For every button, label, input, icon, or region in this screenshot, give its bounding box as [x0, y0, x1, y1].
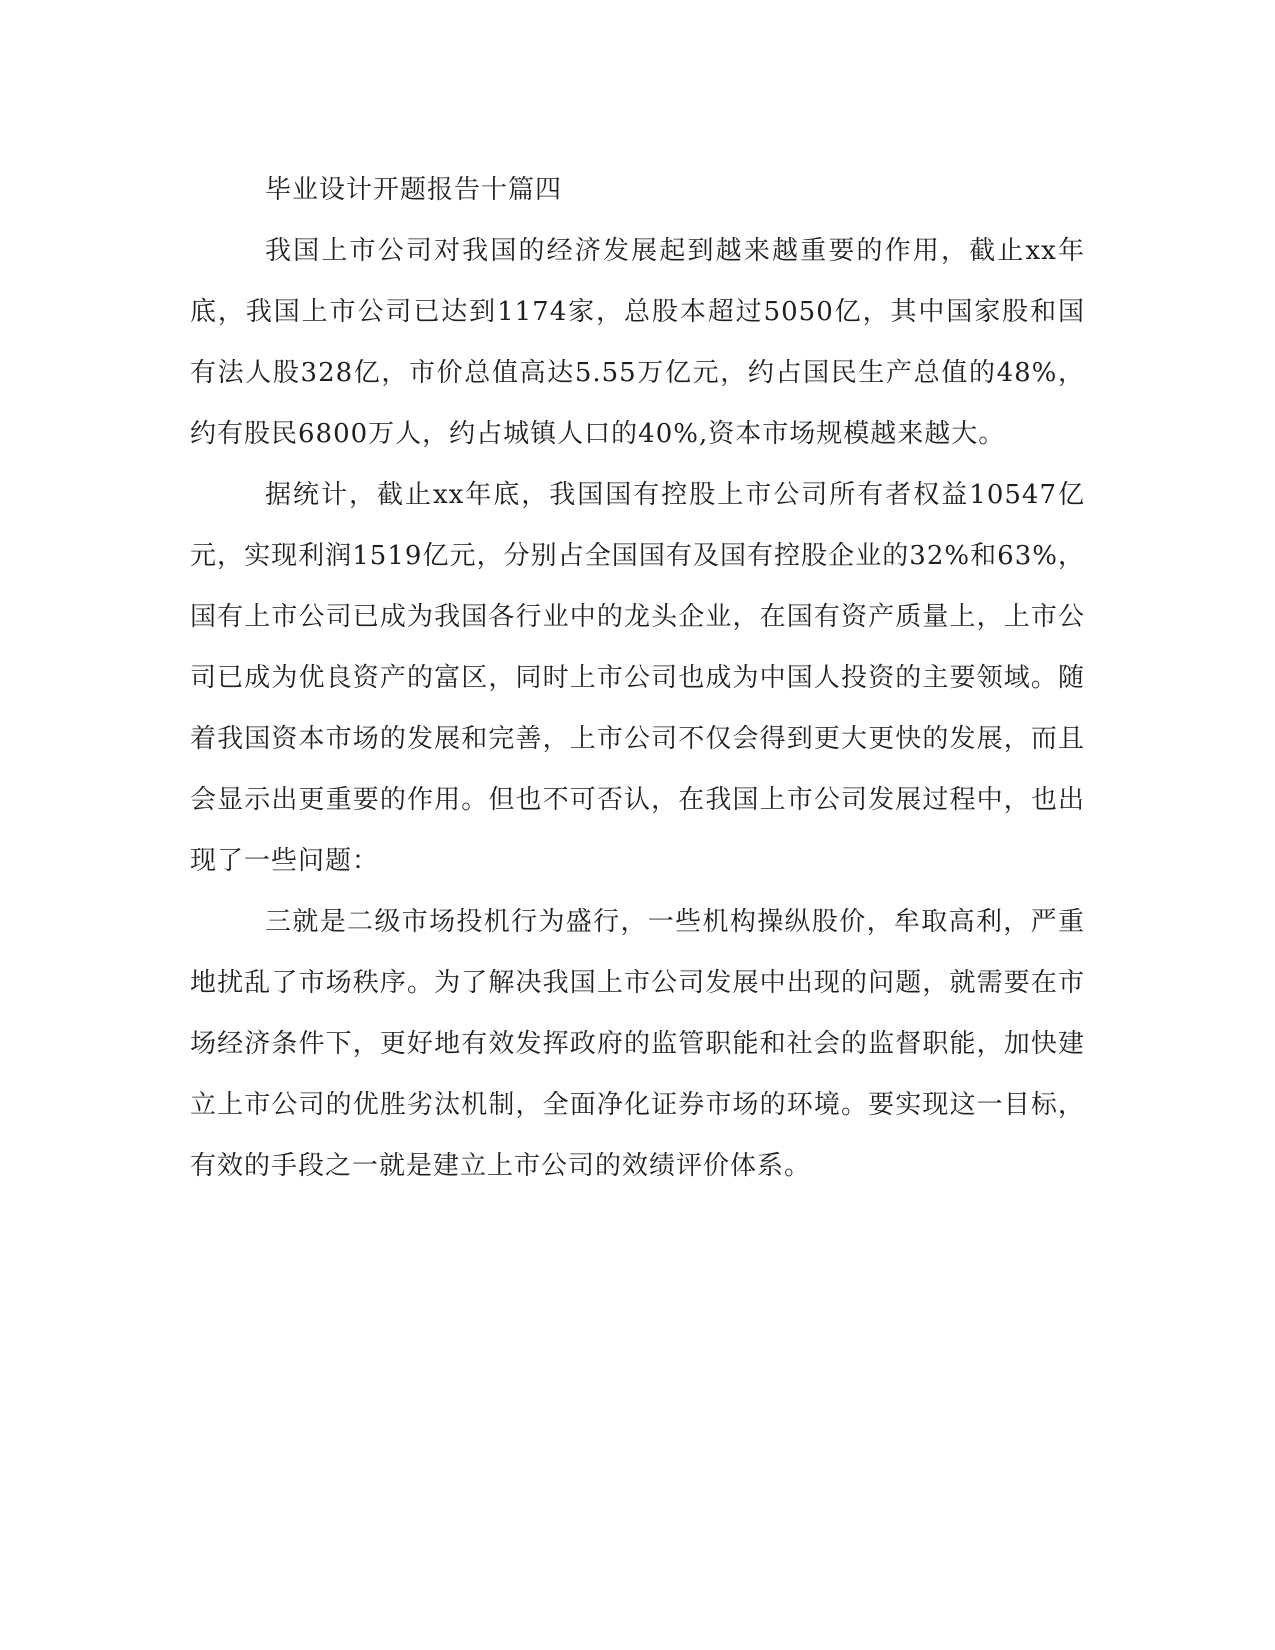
paragraph-problems-and-evaluation: 三就是二级市场投机行为盛行，一些机构操纵股价，牟取高利，严重地扰乱了市场秩序。为了解决我国上市公司发展中出现的问题，就需要在市场经济条件下，更好地有效发挥政府的监管职能和社会的监督职能，加快建立上市公司的优胜劣汰机制，全面净化证券市场的环境。要实现这一目标，有效的手段之一就是建立上市公司的效绩评价体系。	[190, 907, 1085, 1181]
document-heading: 毕业设计开题报告十篇四	[265, 175, 563, 205]
document-body	[190, 160, 1085, 1197]
paragraph-market-scale: 我国上市公司对我国的经济发展起到越来越重要的作用，截止xx年底，我国上市公司已达到1174家，总股本超过5050亿，其中国家股和国有法人股328亿，市价总值高达5.55万亿元，约占国民生产总值的48%，约有股民6800万人，约占城镇人口的40%,资本市场规模越来越大。	[190, 236, 1085, 449]
paragraph-state-owned-statistics: 据统计，截止xx年底，我国国有控股上市公司所有者权益10547亿元，实现利润1519亿元，分别占全国国有及国有控股企业的32%和63%，国有上市公司已成为我国各行业中的龙头企业，在国有资产质量上，上市公司已成为优良资产的富区，同时上市公司也成为中国人投资的主要领域。随着我国资本市场的发展和完善，上市公司不仅会得到更大更快的发展，而且会显示出更重要的作用。但也不可否认，在我国上市公司发展过程中，也出现了一些问题：	[190, 480, 1085, 876]
